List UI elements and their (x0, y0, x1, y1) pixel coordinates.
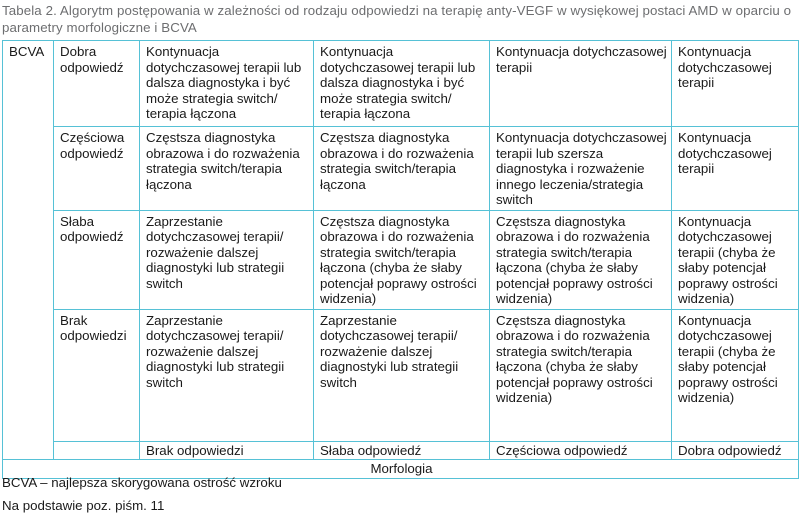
table-row (3, 41, 799, 127)
table-cell: Częstsza diagnostyka obrazowa i do rozważenia strategia switch/terapia łączona (chyba że słaby potencjał poprawy ostrości widzenia) (314, 210, 490, 309)
table-cell: Zaprzestanie dotychczasowej terapii/ rozważenie dalszej diagnostyki lub strategii switch (140, 210, 314, 309)
table-caption: Tabela 2. Algorytm postępowania w zależności od rodzaju odpowiedzi na terapię anty-VEGF w wysiękowej postaci AMD w oparciu o parametry morfologiczne i BCVA (2, 3, 792, 35)
column-label-dobra-odpowiedz: Dobra odpowiedź (672, 441, 799, 460)
table-cell: Kontynuacja dotychczasowej terapii (chyba że słaby potencjał poprawy ostrości widzenia) (672, 309, 799, 441)
column-label-czesciowa-odpowiedz: Częściowa odpowiedź (490, 441, 672, 460)
table-row (3, 210, 799, 309)
column-label-brak-odpowiedzi: Brak odpowiedzi (140, 441, 314, 460)
table-cell: Kontynuacja dotychczasowej terapii lub szersza diagnostyka i rozważenie innego leczenia/strategia switch (490, 127, 672, 211)
table-cell: Częstsza diagnostyka obrazowa i do rozważenia strategia switch/terapia łączona (chyba że słaby potencjał poprawy ostrości widzenia) (490, 210, 672, 309)
column-labels-row (3, 441, 799, 460)
table-cell: Częstsza diagnostyka obrazowa i do rozważenia strategia switch/terapia łączona (314, 127, 490, 211)
row-label-czesciowa-odpowiedz: Częściowa odpowiedź (54, 127, 140, 211)
empty-corner-cell (54, 441, 140, 460)
table-cell: Częstsza diagnostyka obrazowa i do rozważenia strategia switch/terapia łączona (chyba że słaby potencjał poprawy ostrości widzenia) (490, 309, 672, 441)
table-row (3, 127, 799, 211)
row-label-slaba-odpowiedz: Słaba odpowiedź (54, 210, 140, 309)
treatment-algorithm-table (2, 40, 799, 479)
table-cell: Kontynuacja dotychczasowej terapii (chyba że słaby potencjał poprawy ostrości widzenia) (672, 210, 799, 309)
table-row (3, 309, 799, 441)
table-cell: Kontynuacja dotychczasowej terapii lub dalsza diagnostyka i być może strategia switch/ terapia łączona (140, 41, 314, 127)
table-cell: Zaprzestanie dotychczasowej terapii/ rozważenie dalszej diagnostyki lub strategii switch (140, 309, 314, 441)
source-footnote: Na podstawie poz. piśm. 11 (2, 498, 165, 513)
bcva-axis-label: BCVA (3, 41, 54, 460)
table-cell: Kontynuacja dotychczasowej terapii (672, 41, 799, 127)
table-cell: Kontynuacja dotychczasowej terapii (490, 41, 672, 127)
table-cell: Zaprzestanie dotychczasowej terapii/ rozważenie dalszej diagnostyki lub strategii switch (314, 309, 490, 441)
row-label-brak-odpowiedzi: Brak odpowiedzi (54, 309, 140, 441)
table-cell: Kontynuacja dotychczasowej terapii lub dalsza diagnostyka i być może strategia switch/ terapia łączona (314, 41, 490, 127)
row-label-dobra-odpowiedz: Dobra odpowiedź (54, 41, 140, 127)
table-cell: Kontynuacja dotychczasowej terapii (672, 127, 799, 211)
morphology-axis-label: Morfologia (3, 460, 799, 479)
table-cell: Częstsza diagnostyka obrazowa i do rozważenia strategia switch/terapia łączona (140, 127, 314, 211)
column-label-slaba-odpowiedz: Słaba odpowiedź (314, 441, 490, 460)
abbreviation-footnote: BCVA – najlepsza skorygowana ostrość wzroku (2, 475, 282, 490)
